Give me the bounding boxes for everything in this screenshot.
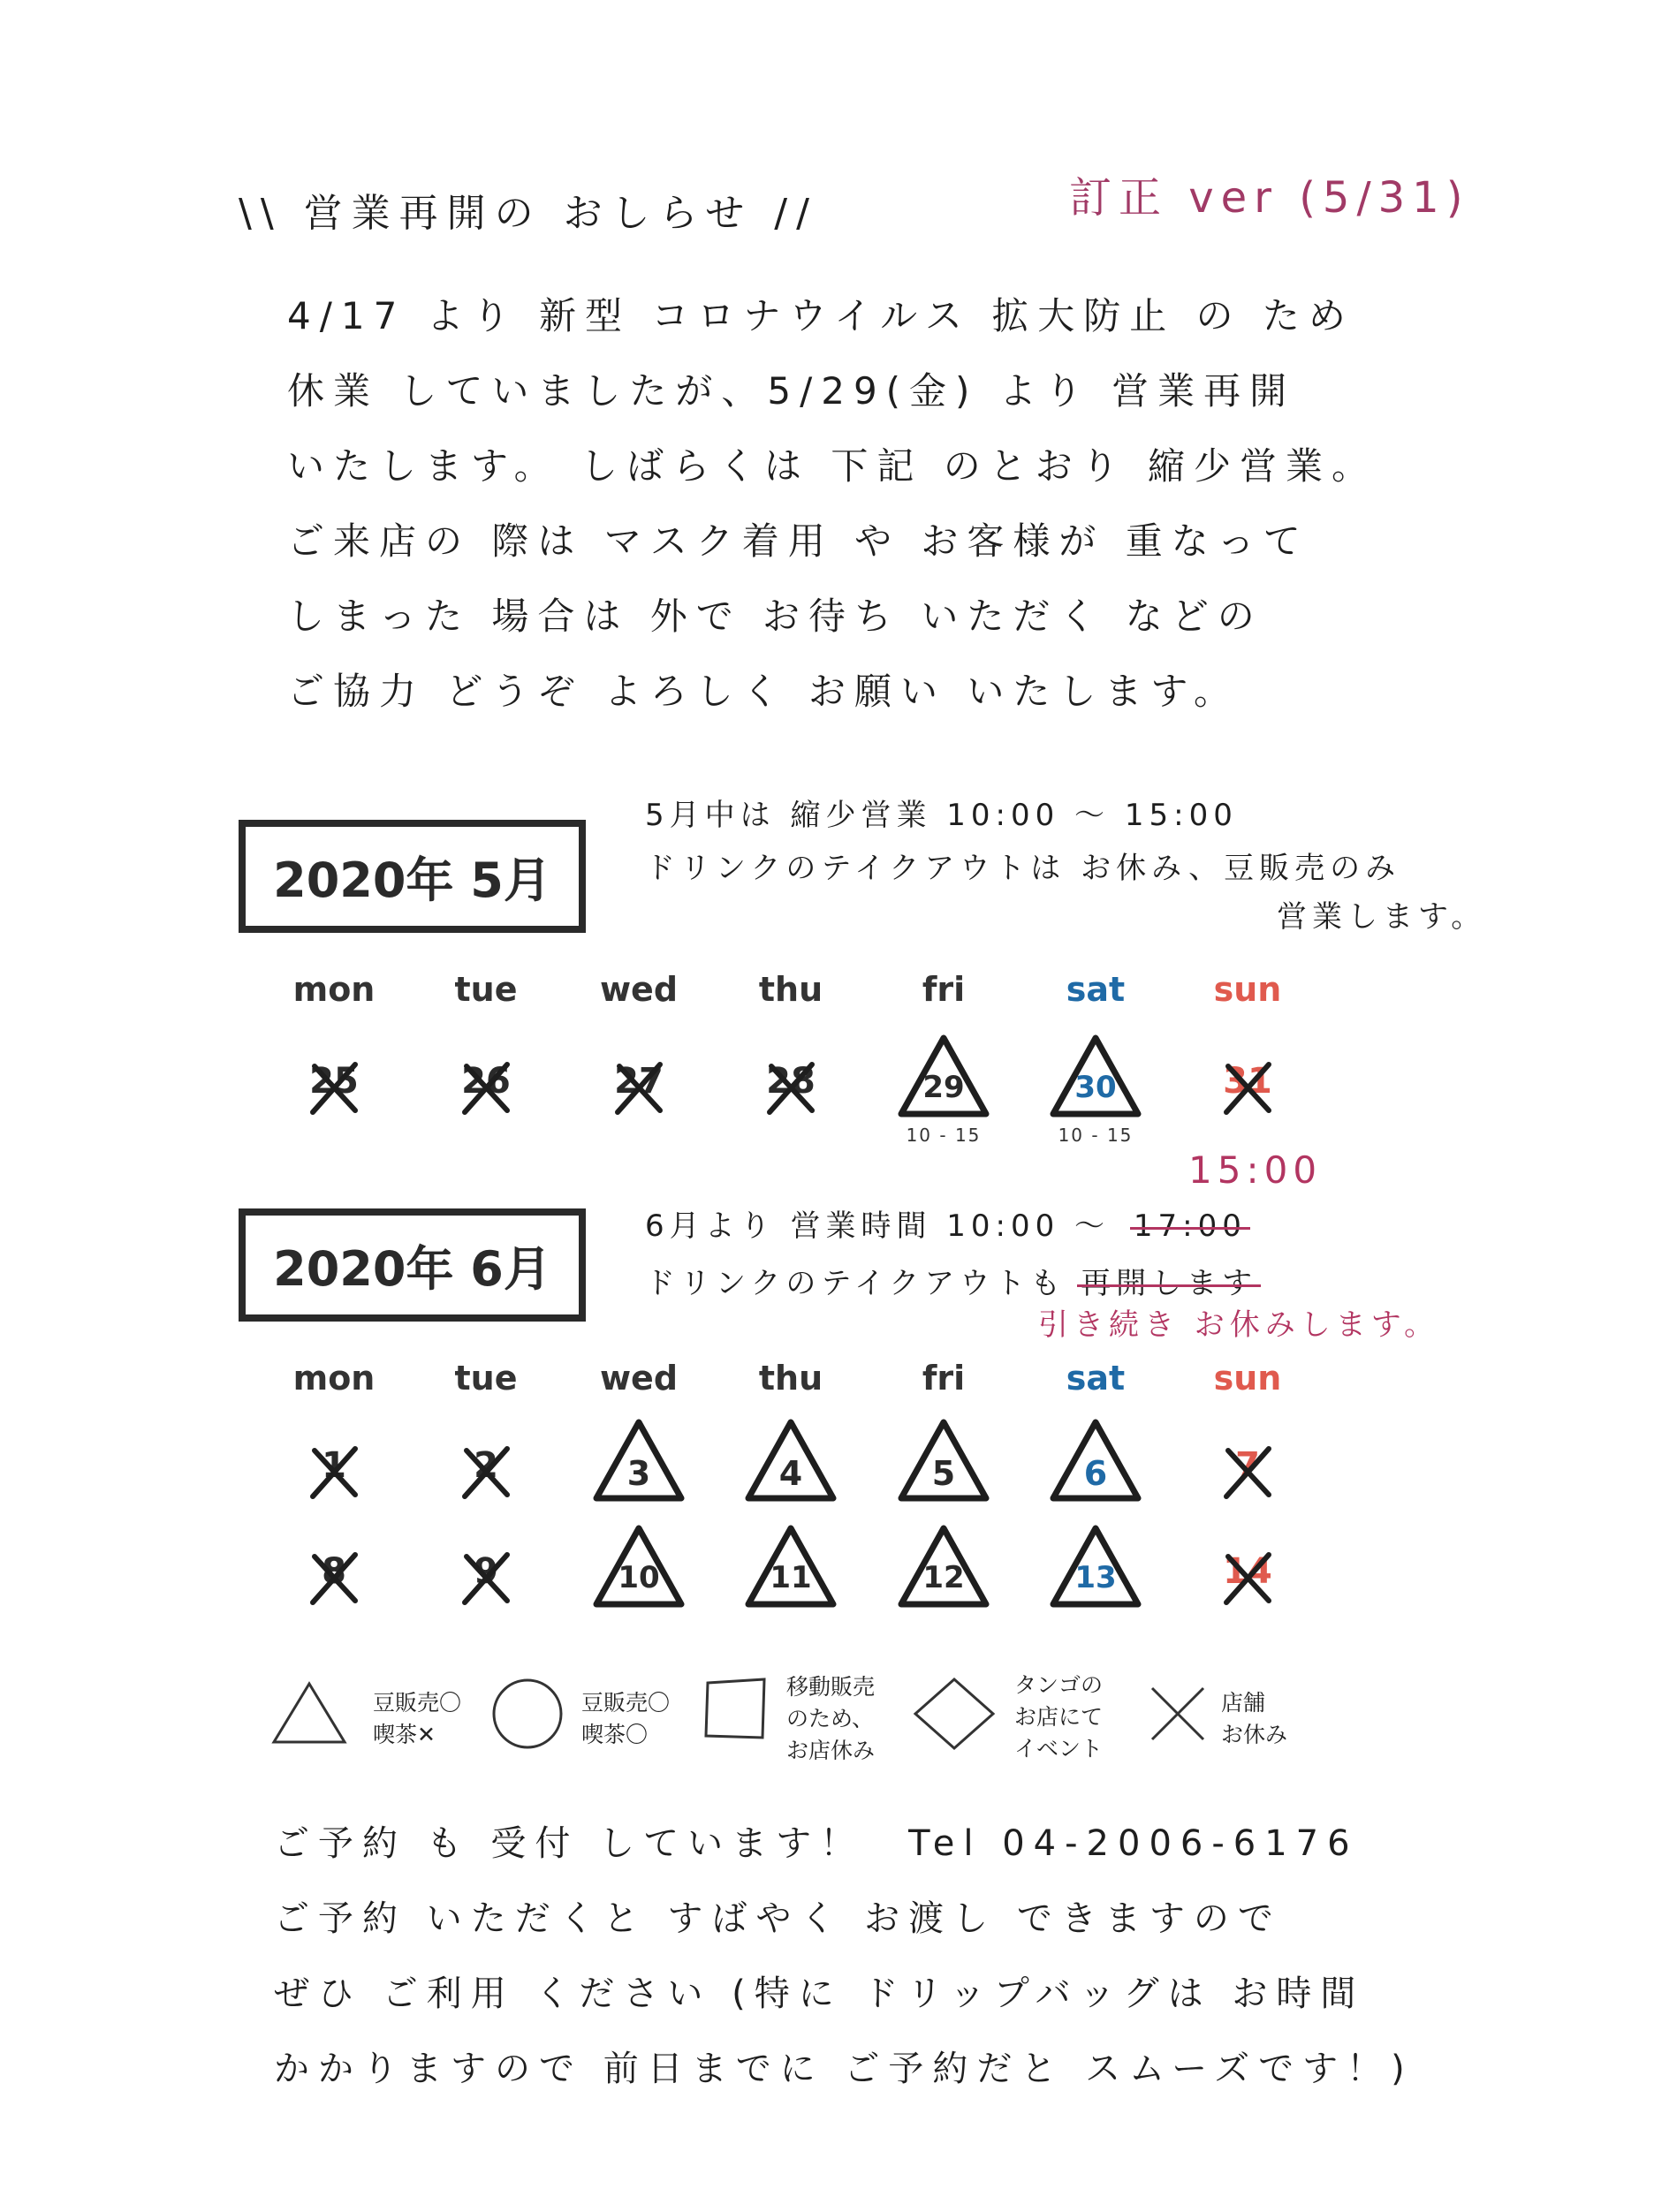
closed-cross-icon bbox=[1195, 1029, 1301, 1126]
day-number: 31 bbox=[1223, 1061, 1272, 1102]
beans-triangle-icon bbox=[891, 1413, 997, 1511]
legend-label: タンゴの お店にて イベント bbox=[1014, 1672, 1104, 1761]
june-hours-prefix: 6月より 営業時間 10:00 ～ bbox=[645, 1208, 1111, 1244]
calendar-day bbox=[891, 1413, 997, 1511]
legend-label: 店舗 お休み bbox=[1221, 1690, 1288, 1747]
june-drink-correction: 引き続き お休みします。 bbox=[1038, 1307, 1440, 1343]
beans-triangle-icon bbox=[586, 1413, 692, 1511]
day-number: 13 bbox=[1074, 1560, 1117, 1595]
day-number: 5 bbox=[931, 1454, 956, 1493]
triangle-icon bbox=[269, 1678, 349, 1749]
day-number: 8 bbox=[322, 1551, 346, 1592]
calendar-day bbox=[433, 1413, 539, 1511]
day-number: 29 bbox=[922, 1070, 965, 1105]
calendar-day bbox=[586, 1413, 692, 1511]
beans-triangle-icon bbox=[1043, 1519, 1149, 1617]
beans-triangle-icon bbox=[738, 1519, 844, 1617]
calendar-day bbox=[433, 1029, 539, 1126]
weekday-thu: thu bbox=[758, 1359, 823, 1398]
day-number: 12 bbox=[922, 1560, 965, 1595]
day-number: 3 bbox=[626, 1454, 651, 1493]
intro-line: 4/17 より 新型 コロナウイルス 拡大防止 の ため bbox=[287, 294, 1354, 337]
closed-cross-icon bbox=[433, 1413, 539, 1511]
intro-line: しまった 場合は 外で お待ち いただく などの bbox=[287, 595, 1263, 638]
beans-triangle-icon bbox=[891, 1519, 997, 1617]
weekday-wed: wed bbox=[599, 970, 679, 1009]
reservation-line: ご予約 いただくと すばやく お渡し できますので bbox=[274, 1898, 1282, 1939]
legend-label: 豆販売〇 喫茶✕ bbox=[373, 1690, 462, 1747]
weekday-sat: sat bbox=[1066, 970, 1126, 1009]
weekday-sat: sat bbox=[1066, 1359, 1126, 1398]
square-icon bbox=[701, 1674, 771, 1745]
calendar-day bbox=[433, 1519, 539, 1617]
closed-cross-icon bbox=[433, 1029, 539, 1126]
reservation-line: かかりますので 前日までに ご予約だと スムーズです！) bbox=[274, 2049, 1414, 2089]
diamond-icon bbox=[910, 1674, 998, 1754]
legend-label: 豆販売〇 喫茶〇 bbox=[581, 1690, 671, 1747]
day-number: 30 bbox=[1074, 1070, 1117, 1105]
intro-line: ご協力 どうぞ よろしく お願い いたします。 bbox=[287, 670, 1240, 713]
day-number: 4 bbox=[778, 1454, 803, 1493]
day-number: 27 bbox=[614, 1061, 664, 1102]
day-number: 26 bbox=[461, 1061, 511, 1102]
day-number: 2 bbox=[474, 1445, 498, 1486]
weekday-fri: fri bbox=[922, 970, 966, 1009]
june-note-drinks bbox=[645, 1259, 1257, 1302]
calendar-day bbox=[1043, 1519, 1149, 1617]
intro-line: 休業 していましたが、5/29(金) より 営業再開 bbox=[287, 369, 1296, 413]
beans-triangle-icon bbox=[891, 1029, 997, 1126]
closed-cross-icon bbox=[1195, 1519, 1301, 1617]
june-heading: 2020年 6月 bbox=[239, 1208, 586, 1322]
day-number: 9 bbox=[474, 1551, 498, 1592]
circle-icon bbox=[488, 1674, 567, 1754]
closed-cross-icon bbox=[281, 1413, 387, 1511]
day-number: 28 bbox=[766, 1061, 816, 1102]
closed-cross-icon bbox=[1195, 1413, 1301, 1511]
beans-triangle-icon bbox=[738, 1413, 844, 1511]
day-number: 6 bbox=[1083, 1454, 1108, 1493]
calendar-day bbox=[281, 1413, 387, 1511]
calendar-day bbox=[1195, 1413, 1301, 1511]
weekday-fri: fri bbox=[922, 1359, 966, 1398]
calendar-day bbox=[738, 1413, 844, 1511]
june-hours-correction: 15:00 bbox=[1188, 1148, 1323, 1192]
beans-triangle-icon bbox=[1043, 1029, 1149, 1126]
calendar-day bbox=[281, 1519, 387, 1617]
weekday-thu: thu bbox=[758, 970, 823, 1009]
page-title: \\ 営業再開の おしらせ // bbox=[239, 191, 818, 236]
calendar-day bbox=[1043, 1413, 1149, 1511]
calendar-day bbox=[891, 1519, 997, 1617]
calendar-day bbox=[1195, 1029, 1301, 1126]
weekday-tue: tue bbox=[454, 970, 518, 1009]
day-number: 11 bbox=[770, 1560, 812, 1595]
legend-label: 移動販売 のため、 お店休み bbox=[786, 1674, 876, 1763]
june-drink-struck: 再開します bbox=[1081, 1266, 1258, 1301]
beans-triangle-icon bbox=[1043, 1413, 1149, 1511]
day-number: 14 bbox=[1223, 1551, 1272, 1592]
may-note-hours: 5月中は 縮少営業 10:00 ～ 15:00 bbox=[645, 798, 1238, 833]
calendar-day bbox=[891, 1029, 997, 1146]
closed-cross-icon bbox=[281, 1519, 387, 1617]
calendar-day bbox=[281, 1029, 387, 1126]
day-hours: 10 - 15 bbox=[1058, 1125, 1134, 1146]
correction-note: 訂正 ver (5/31) bbox=[1069, 173, 1470, 223]
intro-line: いたします。 しばらくは 下記 のとおり 縮少営業。 bbox=[287, 444, 1378, 488]
june-note-hours bbox=[645, 1201, 1247, 1245]
weekday-sun: sun bbox=[1213, 1359, 1282, 1398]
closed-cross-icon bbox=[738, 1029, 844, 1126]
day-number: 10 bbox=[618, 1560, 660, 1595]
intro-line: ご来店の 際は マスク着用 や お客様が 重なって bbox=[287, 519, 1309, 563]
calendar-day bbox=[1195, 1519, 1301, 1617]
calendar-day bbox=[738, 1519, 844, 1617]
closed-cross-icon bbox=[586, 1029, 692, 1126]
june-hours-struck: 17:00 bbox=[1133, 1208, 1247, 1244]
day-number: 7 bbox=[1235, 1445, 1260, 1486]
calendar-day bbox=[586, 1029, 692, 1126]
weekday-mon: mon bbox=[292, 970, 376, 1009]
beans-triangle-icon bbox=[586, 1519, 692, 1617]
calendar-day bbox=[1043, 1029, 1149, 1146]
may-note-open: 営業します。 bbox=[1277, 899, 1487, 935]
closed-cross-icon bbox=[433, 1519, 539, 1617]
day-hours: 10 - 15 bbox=[906, 1125, 982, 1146]
weekday-wed: wed bbox=[599, 1359, 679, 1398]
may-note-drinks: ドリンクのテイクアウトは お休み、豆販売のみ bbox=[645, 851, 1401, 886]
day-number: 1 bbox=[322, 1445, 346, 1486]
weekday-sun: sun bbox=[1213, 970, 1282, 1009]
weekday-mon: mon bbox=[292, 1359, 376, 1398]
may-heading: 2020年 5月 bbox=[239, 820, 586, 933]
closed-cross-icon bbox=[281, 1029, 387, 1126]
cross-icon bbox=[1147, 1683, 1209, 1745]
calendar-day bbox=[586, 1519, 692, 1617]
reservation-line: ぜひ ご利用 ください (特に ドリップバッグは お時間 bbox=[274, 1973, 1365, 2014]
calendar-day bbox=[738, 1029, 844, 1126]
june-drink-prefix: ドリンクのテイクアウトも bbox=[645, 1266, 1066, 1301]
weekday-tue: tue bbox=[454, 1359, 518, 1398]
reservation-line: ご予約 も 受付 しています！ Tel 04-2006-6176 bbox=[274, 1823, 1359, 1864]
day-number: 25 bbox=[309, 1061, 359, 1102]
